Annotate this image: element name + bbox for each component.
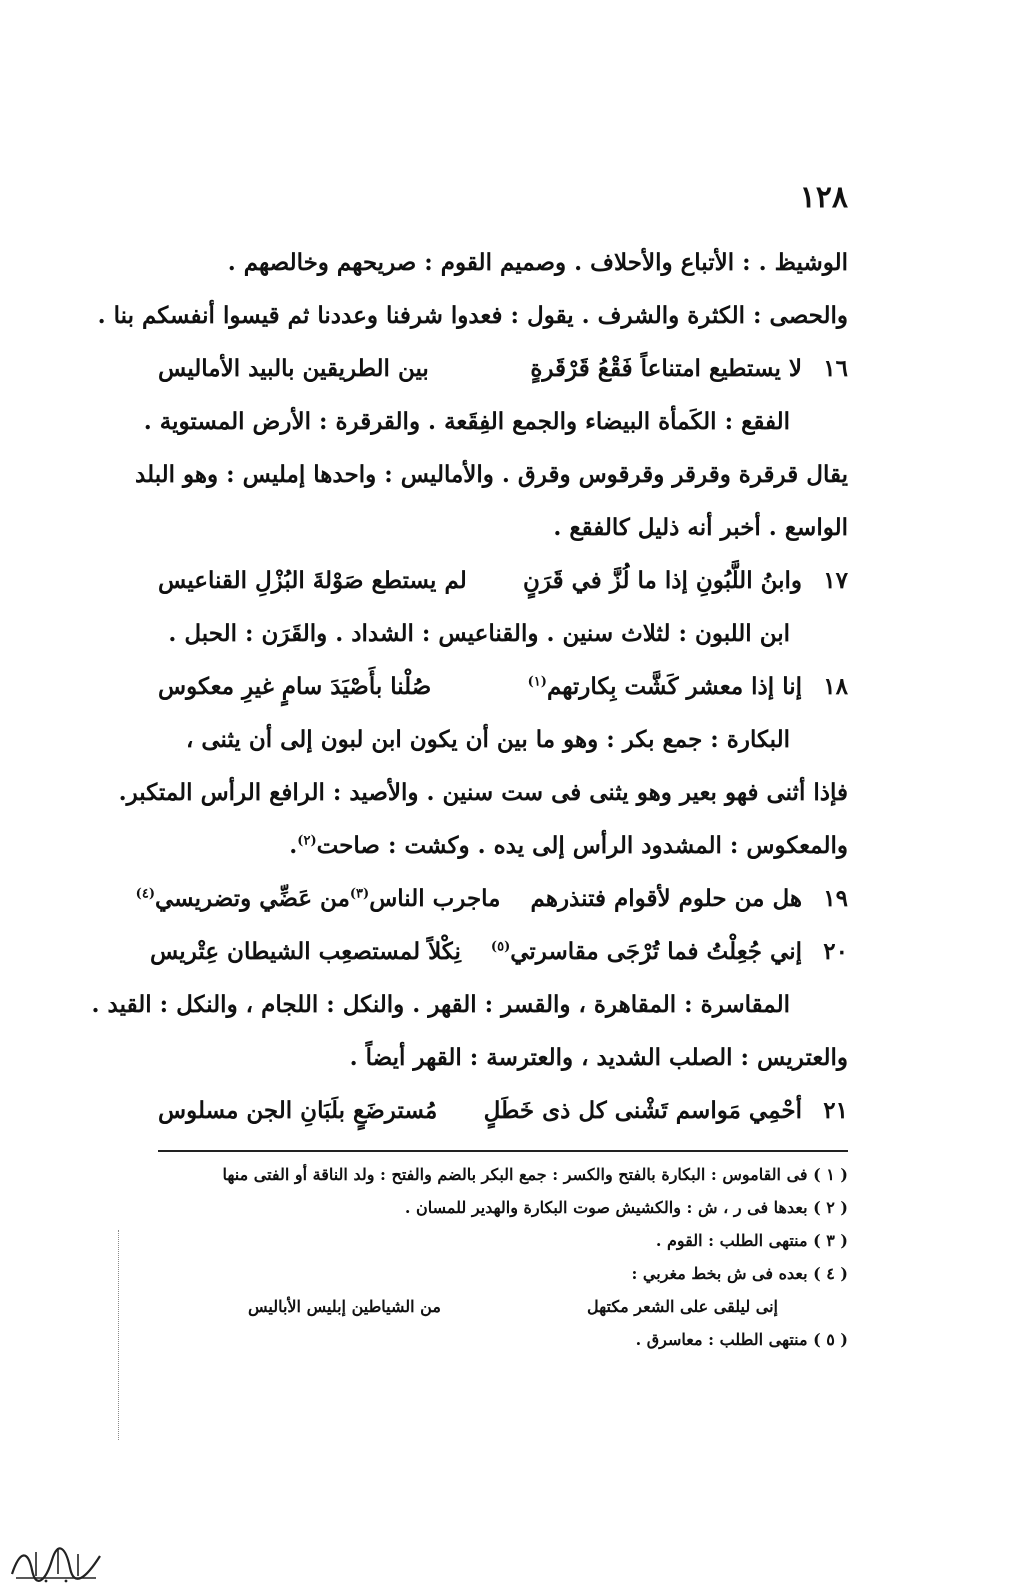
text-line: يقال قرقرة وقرقر وقرقوس وقرق . والأماليس : واحدها إمليس : وهو البلد bbox=[135, 461, 848, 488]
text-line: المقاسرة : المقاهرة ، والقسر : القهر . والنكل : اللجام ، والنكل : القيد . bbox=[91, 991, 790, 1018]
text-line: البكارة : جمع بكر : وهو ما بين أن يكون ابن لبون إلى أن يثنى ، bbox=[185, 726, 790, 753]
verse-second-hemistich: لم يستطع صَوْلةَ البُزْلِ القناعيس bbox=[158, 567, 467, 594]
verse-19 bbox=[135, 872, 848, 925]
library-seal-logo bbox=[6, 1540, 106, 1584]
footnote-marker: (٢) bbox=[297, 833, 317, 849]
hemistich-text: إنا إذا معشر كَشَّت بِكارتهم bbox=[546, 673, 802, 700]
verse-18 bbox=[158, 660, 848, 713]
text-line: والعتريس : الصلب الشديد ، والعترسة : القهر أيضاً . bbox=[349, 1044, 848, 1071]
text-segment: . bbox=[289, 832, 298, 859]
page-number: ١٢٨ bbox=[799, 180, 848, 215]
verse-second-hemistich: مُسترضَعٍ بلَبَانِ الجن مسلوس bbox=[158, 1097, 438, 1124]
verse-16 bbox=[158, 342, 848, 395]
verse-number: ٢١ bbox=[823, 1097, 848, 1124]
verse-second-hemistich: بين الطريقين بالبيد الأماليس bbox=[158, 355, 429, 382]
verse-21 bbox=[158, 1084, 848, 1137]
verse-first-hemistich: أحْمِي مَواسم تَشْنى كل ذى خَطَلٍ bbox=[483, 1097, 802, 1124]
footnotes bbox=[158, 1158, 848, 1356]
text-line: الواسع . أخبر أنه ذليل كالفقع . bbox=[553, 514, 848, 541]
footnote-marker: (٣) bbox=[349, 886, 370, 902]
text-line: الفقع : الكَمأة البيضاء والجمع الفِقَعة . والقرقرة : الأرض المستوية . bbox=[143, 408, 790, 435]
footnote: ( ١ ) فى القاموس : البكارة بالفتح والكسر : جمع البكر بالضم والفتح : ولد الناقة أو الفتى منها bbox=[222, 1165, 848, 1184]
verse-number: ١٦ bbox=[823, 355, 848, 382]
footnote-verse bbox=[158, 1290, 848, 1323]
text-line: ابن اللبون : لثلاث سنين . والقناعيس : الشداد . والقَرَن : الحبل . bbox=[168, 620, 790, 647]
main-text bbox=[91, 236, 848, 1137]
verse-number: ٢٠ bbox=[823, 938, 848, 965]
hemistich-text: ماجرب الناس bbox=[369, 885, 501, 912]
verse-first-hemistich: وابنُ اللَّبُونِ إذا ما لُزَّ في قَرَنٍ bbox=[523, 567, 802, 594]
verse-second-hemistich bbox=[136, 872, 501, 925]
footnote-verse-second-hemistich: من الشياطين إبليس الأباليس bbox=[248, 1297, 441, 1316]
footnote-divider bbox=[158, 1150, 848, 1152]
text-line: والحصى : الكثرة والشرف . يقول : فعدوا شرفنا وعددنا ثم قيسوا أنفسكم بنا . bbox=[97, 302, 848, 329]
text-segment: والمعكوس : المشدود الرأس إلى يده . وكشت : صاحت bbox=[316, 832, 848, 859]
text-line: الوشيظ . : الأتباع والأحلاف . وصميم القوم : صريحهم وخالصهم . bbox=[227, 249, 848, 276]
verse-20 bbox=[149, 925, 848, 978]
verse-first-hemistich bbox=[528, 660, 802, 713]
verse-first-hemistich: هل من حلوم لأقوام فتنذرهم bbox=[530, 885, 802, 912]
margin-dotted-line bbox=[118, 1230, 119, 1440]
verse-number: ١٨ bbox=[823, 673, 848, 700]
verse-first-hemistich: لا يستطيع امتناعاً فَقْعُ قَرْقَرةٍ bbox=[530, 355, 802, 382]
hemistich-text: إني جُعِلْتُ فما تُرْجَى مقاسرتي bbox=[510, 938, 802, 965]
text-line: فإذا أثنى فهو بعير وهو يثنى فى ست سنين . والأصيد : الرافع الرأس المتكبر. bbox=[118, 779, 848, 806]
footnote: ( ٣ ) منتهى الطلب : القوم . bbox=[655, 1231, 848, 1250]
footnote-verse-first-hemistich: إنى ليلقى على الشعر مكتهل bbox=[587, 1297, 778, 1316]
hemistich-text: من عَضِّي وتضريسي bbox=[154, 885, 350, 912]
verse-second-hemistich: نِكْلاً لمستصعِب الشيطان عِتْريس bbox=[149, 938, 461, 965]
verse-first-hemistich bbox=[491, 925, 802, 978]
footnote-marker: (٤) bbox=[135, 886, 155, 902]
footnote-marker: (٥) bbox=[490, 939, 511, 955]
verse-number: ١٧ bbox=[823, 567, 848, 594]
verse-number: ١٩ bbox=[823, 885, 848, 912]
verse-second-hemistich: صُلْنا بأَصْيَدَ سامٍ غيرِ معكوس bbox=[158, 673, 432, 700]
text-line bbox=[158, 819, 848, 872]
footnote: ( ٤ ) بعده فى ش بخط مغربي : bbox=[631, 1264, 848, 1283]
footnote: ( ٥ ) منتهى الطلب : معاسرق . bbox=[635, 1330, 848, 1349]
footnote: ( ٢ ) بعدها فى ر ، ش : والكشيش صوت البكارة والهدير للمسان . bbox=[404, 1198, 848, 1217]
verse-17 bbox=[158, 554, 848, 607]
footnote-marker: (١) bbox=[527, 674, 547, 690]
